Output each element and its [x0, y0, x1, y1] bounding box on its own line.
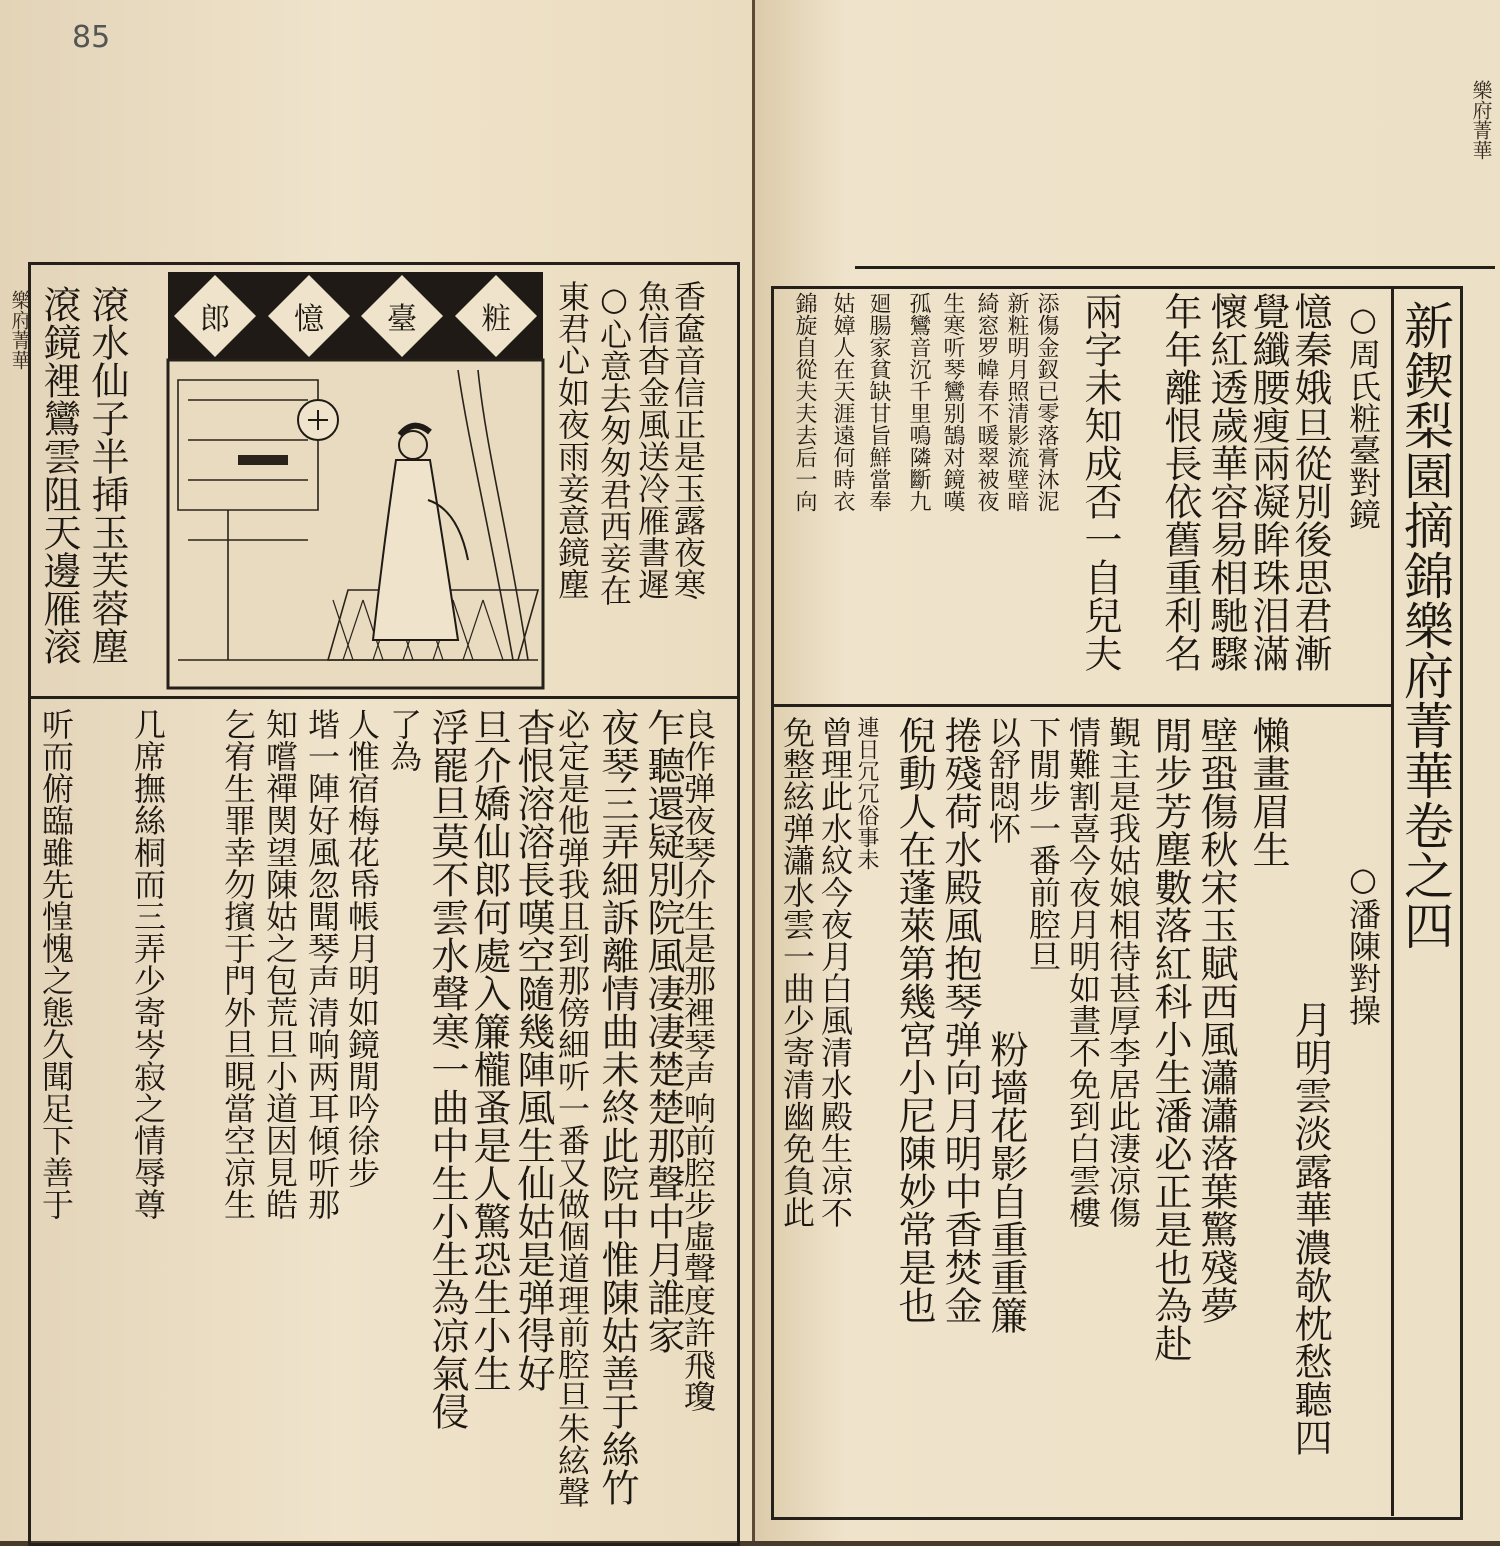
- text-column: 連日冗冗俗事未: [854, 716, 879, 870]
- text-column: 添傷金釵已零落膏沐泥: [1034, 292, 1059, 512]
- text-column: 浮罷旦莫不雲水聲寒一曲中生小生為凉氣侵: [425, 708, 469, 1430]
- text-column: 年年離恨長依舊重利名: [1158, 292, 1202, 672]
- right-gutter-tab: 樂府菁華: [1469, 80, 1493, 160]
- text-column: 懶畫眉生: [1246, 716, 1290, 868]
- title-column-rule: [1391, 286, 1394, 1516]
- title-diamond: [174, 275, 256, 357]
- text-column: 夜琴三弄細訴離情曲未終此院中惟陳姑善于絲竹: [595, 708, 639, 1506]
- text-column: 曾理此水紋今夜月白風清水殿生凉不: [816, 716, 854, 1228]
- text-column: 月明雲淡露華濃欹枕愁聽四: [1288, 1000, 1332, 1456]
- text-column: 兩字未知成否一自兒夫: [1078, 292, 1122, 672]
- poem-column: ○心意去匆匆君西妾在: [595, 280, 633, 606]
- text-column: 錦旋自從夫夫去后一向: [792, 292, 817, 512]
- top-rule: [855, 266, 1495, 269]
- text-column: 綺窓罗幃春不暖翠被夜: [974, 292, 999, 512]
- poem-column: 魚信杳金風送冷雁書遲: [633, 280, 671, 600]
- title-diamond: [268, 275, 350, 357]
- text-column: 良作弹夜琴介生是那裡琴声响前腔步虛聲度許飛瓊: [679, 708, 717, 1412]
- text-column: 免整絃弹瀟水雲一曲少寄清幽免負此: [778, 716, 816, 1228]
- text-column: 生寒听琴鸞别鵠对鏡嘆: [940, 292, 965, 512]
- title-char: 臺: [387, 302, 418, 337]
- left-gutter-tab: 樂府菁華: [8, 290, 32, 370]
- text-column: 粉墻花影自重重簾: [984, 1030, 1028, 1334]
- side-column: 滾水仙子半揷玉芙蓉塵: [85, 285, 129, 665]
- text-column: 懷紅透歲華容易相馳驟: [1204, 292, 1248, 672]
- text-column: 乍聽還疑別院風凄凄楚楚那聲中月誰家: [641, 708, 685, 1354]
- poem-column: 香奩音信正是玉露夜寒: [669, 280, 707, 600]
- side-column: 滾鏡裡鸞雲阻天邊雁滚: [37, 285, 81, 665]
- text-column: 新粧明月照清影流壁暗: [1004, 292, 1029, 512]
- title-char: 憶: [293, 302, 324, 337]
- text-column: 乞宥生罪幸勿擯于門外旦睍當空凉生: [219, 708, 257, 1220]
- text-column: 倪動人在蓬萊第幾宮小尼陳妙常是也: [892, 716, 936, 1324]
- text-column: 人惟宿梅花帋帳月明如鏡閒吟徐步: [343, 708, 381, 1188]
- left-horizontal-rule: [28, 696, 737, 699]
- text-column: 必定是他弹我且到那傍細听一番又做個道理前腔旦朱絃聲: [553, 708, 591, 1508]
- folio-number: 85: [72, 20, 111, 55]
- text-column: 閒步芳塵數落紅科小生潘必正是也為赴: [1148, 716, 1192, 1362]
- text-column: 听而俯臨雖先惶愧之態久聞足下善于: [37, 708, 75, 1220]
- text-column: 堦一陣好風忽聞琴声清响两耳傾听那: [303, 708, 341, 1220]
- text-column: 壁蛩傷秋宋玉賦西風瀟瀟落葉驚殘夢: [1194, 716, 1238, 1324]
- text-column: 姑嫜人在天涯遠何時衣: [830, 292, 855, 512]
- title-diamond: [455, 275, 537, 357]
- text-column: 廻腸家貧缺甘旨鮮當奉: [866, 292, 891, 512]
- text-column: 覲主是我姑娘相待甚厚李居此淒凉傷: [1104, 716, 1142, 1228]
- text-column: 捲殘荷水殿風抱琴弹向月明中香焚金: [938, 716, 982, 1324]
- title-char: 粧: [481, 302, 512, 337]
- title-char: 郎: [199, 302, 230, 337]
- text-column: 孤鸞音沉千里鳴隣斷九: [906, 292, 931, 512]
- right-horizontal-rule: [771, 704, 1391, 707]
- poem-column: 東君心如夜雨妾意鏡塵: [553, 280, 591, 600]
- section-heading: ○潘陳對操: [1344, 860, 1382, 1026]
- text-column: 知嚐禪関望陳姑之包荒旦小道因見皓: [261, 708, 299, 1220]
- right-page: [755, 0, 1500, 1541]
- text-column: 情難割喜今夜月明如晝不免到白雲樓: [1064, 716, 1102, 1228]
- text-column: 了為: [385, 708, 423, 772]
- woodcut-illustration: [168, 360, 543, 688]
- text-column: 旦介嬌仙郎何處入簾櫳蚤是人驚恐生小生: [467, 708, 511, 1392]
- text-column: 几席撫絲桐而三弄少寄岑寂之情辱尊: [129, 708, 167, 1220]
- text-column: 以舒悶怀: [984, 716, 1022, 844]
- book-title: 新鍥梨園摘錦樂府菁華卷之四: [1396, 300, 1454, 950]
- text-column: 覺纖腰瘦兩凝眸珠泪滿: [1246, 292, 1290, 672]
- title-diamond: [361, 275, 443, 357]
- section-heading: ○周氏粧臺對鏡: [1344, 300, 1382, 530]
- text-column: 杳恨溶溶長嘆空隨幾陣風生仙姑是弹得好: [511, 708, 555, 1392]
- illustration-title-band: [168, 272, 543, 360]
- text-column: 下閒步一番前腔旦: [1024, 716, 1062, 972]
- text-column: 憶秦娥旦從別後思君漸: [1288, 292, 1332, 672]
